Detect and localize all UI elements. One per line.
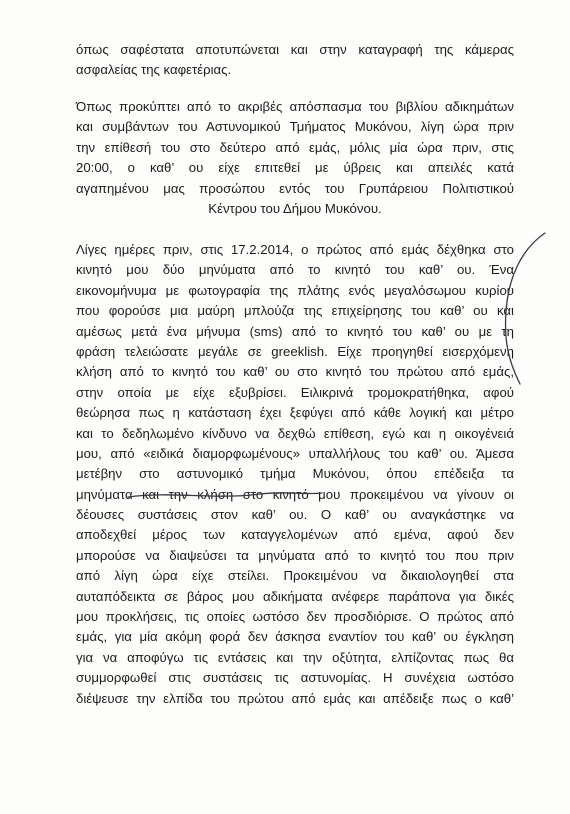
text-line: Λίγες ημέρες πριν, στις 17.2.2014, ο πρώτος από εμάς δέχθηκα στο (76, 242, 514, 257)
text-line: αποδεχθεί μέρος των καταγγελομένων από εμένα, αφού δεν (76, 527, 514, 543)
text-line: αγαπημένου μας προσώπου εντός του Γρυπάρειου Πολιτιστικού (76, 180, 514, 196)
text-line: που φορούσε μια μαύρη μπλούζα της επιχείρησης του καθ’ ου και (76, 303, 514, 319)
text-line: εμάς, για μία ακόμη φορά δεν άσκησα εναντίον του καθ’ ου έγκληση (76, 629, 514, 645)
text-line: μου, από «ειδικά διαμορφωμένους» υπαλλήλους του καθ’ ου. Άμεσα (76, 445, 514, 461)
text-line: και συμβάντων του Αστυνομικού Τμήματος Μυκόνου, λίγη ώρα πριν (76, 119, 514, 135)
text-line: φράση τελειώσατε μεγάλε σε greeklish. Είχε προηγηθεί εισερχόμενη (76, 343, 514, 359)
text-line: κλήση από το κινητό του καθ’ ου στο κινητό του πρώτου από εμάς, (76, 364, 514, 380)
paragraph-2 (76, 97, 514, 219)
text-line: στην οποία με είχε εξυβρίσει. Ειλικρινά τρομοκρατήθηκα, αφού (76, 384, 514, 400)
text-line: 20:00, ο καθ’ ου είχε επιτεθεί με ύβρεις και απειλές κατά (76, 160, 514, 176)
text-line: όπως σαφέστατα αποτυπώνεται και στην καταγραφή της κάμερας (76, 42, 514, 57)
text-line: την επίθεσή του στο δεύτερο από εμάς, μόλις μία ώρα πριν, στις (76, 139, 514, 155)
text-line: ασφαλείας της καφετέριας. (76, 62, 232, 78)
text-line: θεώρησα πως η κατάσταση έχει ξεφύγει από κάθε λογική και μέτρο (76, 405, 514, 421)
text-line: και το δεδηλωμένο κίνδυνο να δεχθώ επίθεση, εγώ και η οικογένειά (76, 425, 514, 441)
text-line: κινητό μου δύο μηνύματα από το κινητό του καθ’ ου. Ένα (76, 262, 514, 278)
text-line: μηνύματα και την κλήση στο κινητό μου προκειμένου να γίνουν οι (76, 486, 514, 502)
text-line: μου προκλήσεις, τις οποίες ωστόσο δεν προσδιόρισε. Ο πρώτος από (76, 609, 514, 625)
paragraph-3 (76, 240, 514, 709)
text-line: Όπως προκύπτει από το ακριβές απόσπασμα του βιβλίου αδικημάτων (76, 99, 514, 114)
text-line: αμέσως μετά ένα μήνυμα (sms) από το κινητό του καθ’ ου με τη (76, 323, 514, 339)
text-line: εικονομήνυμα με φωτογραφία της πλάτης ενός μεγαλόσωμου κυρίου (76, 282, 514, 298)
text-line: μετέβην στο αστυνομικό τμήμα Μυκόνου, όπου επέδειξα τα (76, 466, 514, 482)
text-line: συμμορφωθεί στις συστάσεις τις αστυνομίας. Η συνέχεια ωστόσο (76, 670, 514, 686)
text-line: αυταπόδεικτα σε βάρος μου αδικήματα ανέφερε παράπονα για δικές (76, 588, 514, 604)
text-line: από λίγη ώρα είχε στείλει. Προκειμένου να δικαιολογηθεί στα (76, 568, 514, 584)
text-line: Κέντρου του Δήμου Μυκόνου. (208, 200, 382, 216)
text-line: διέψευσε την ελπίδα του πρώτου από εμάς και απέδειξε πως ο καθ’ (76, 690, 514, 706)
text-line: δέουσες συστάσεις στον καθ’ ου. Ο καθ’ ου αναγκάστηκε να (76, 507, 514, 523)
paragraph-1 (76, 40, 514, 81)
text-line: για να αποφύγω τις εντάσεις και την οξύτητα, ελπίζοντας πως θα (76, 649, 514, 665)
text-line: μπορούσε να διαψεύσει τα μηνύματα από το κινητό του που πριν (76, 547, 514, 563)
